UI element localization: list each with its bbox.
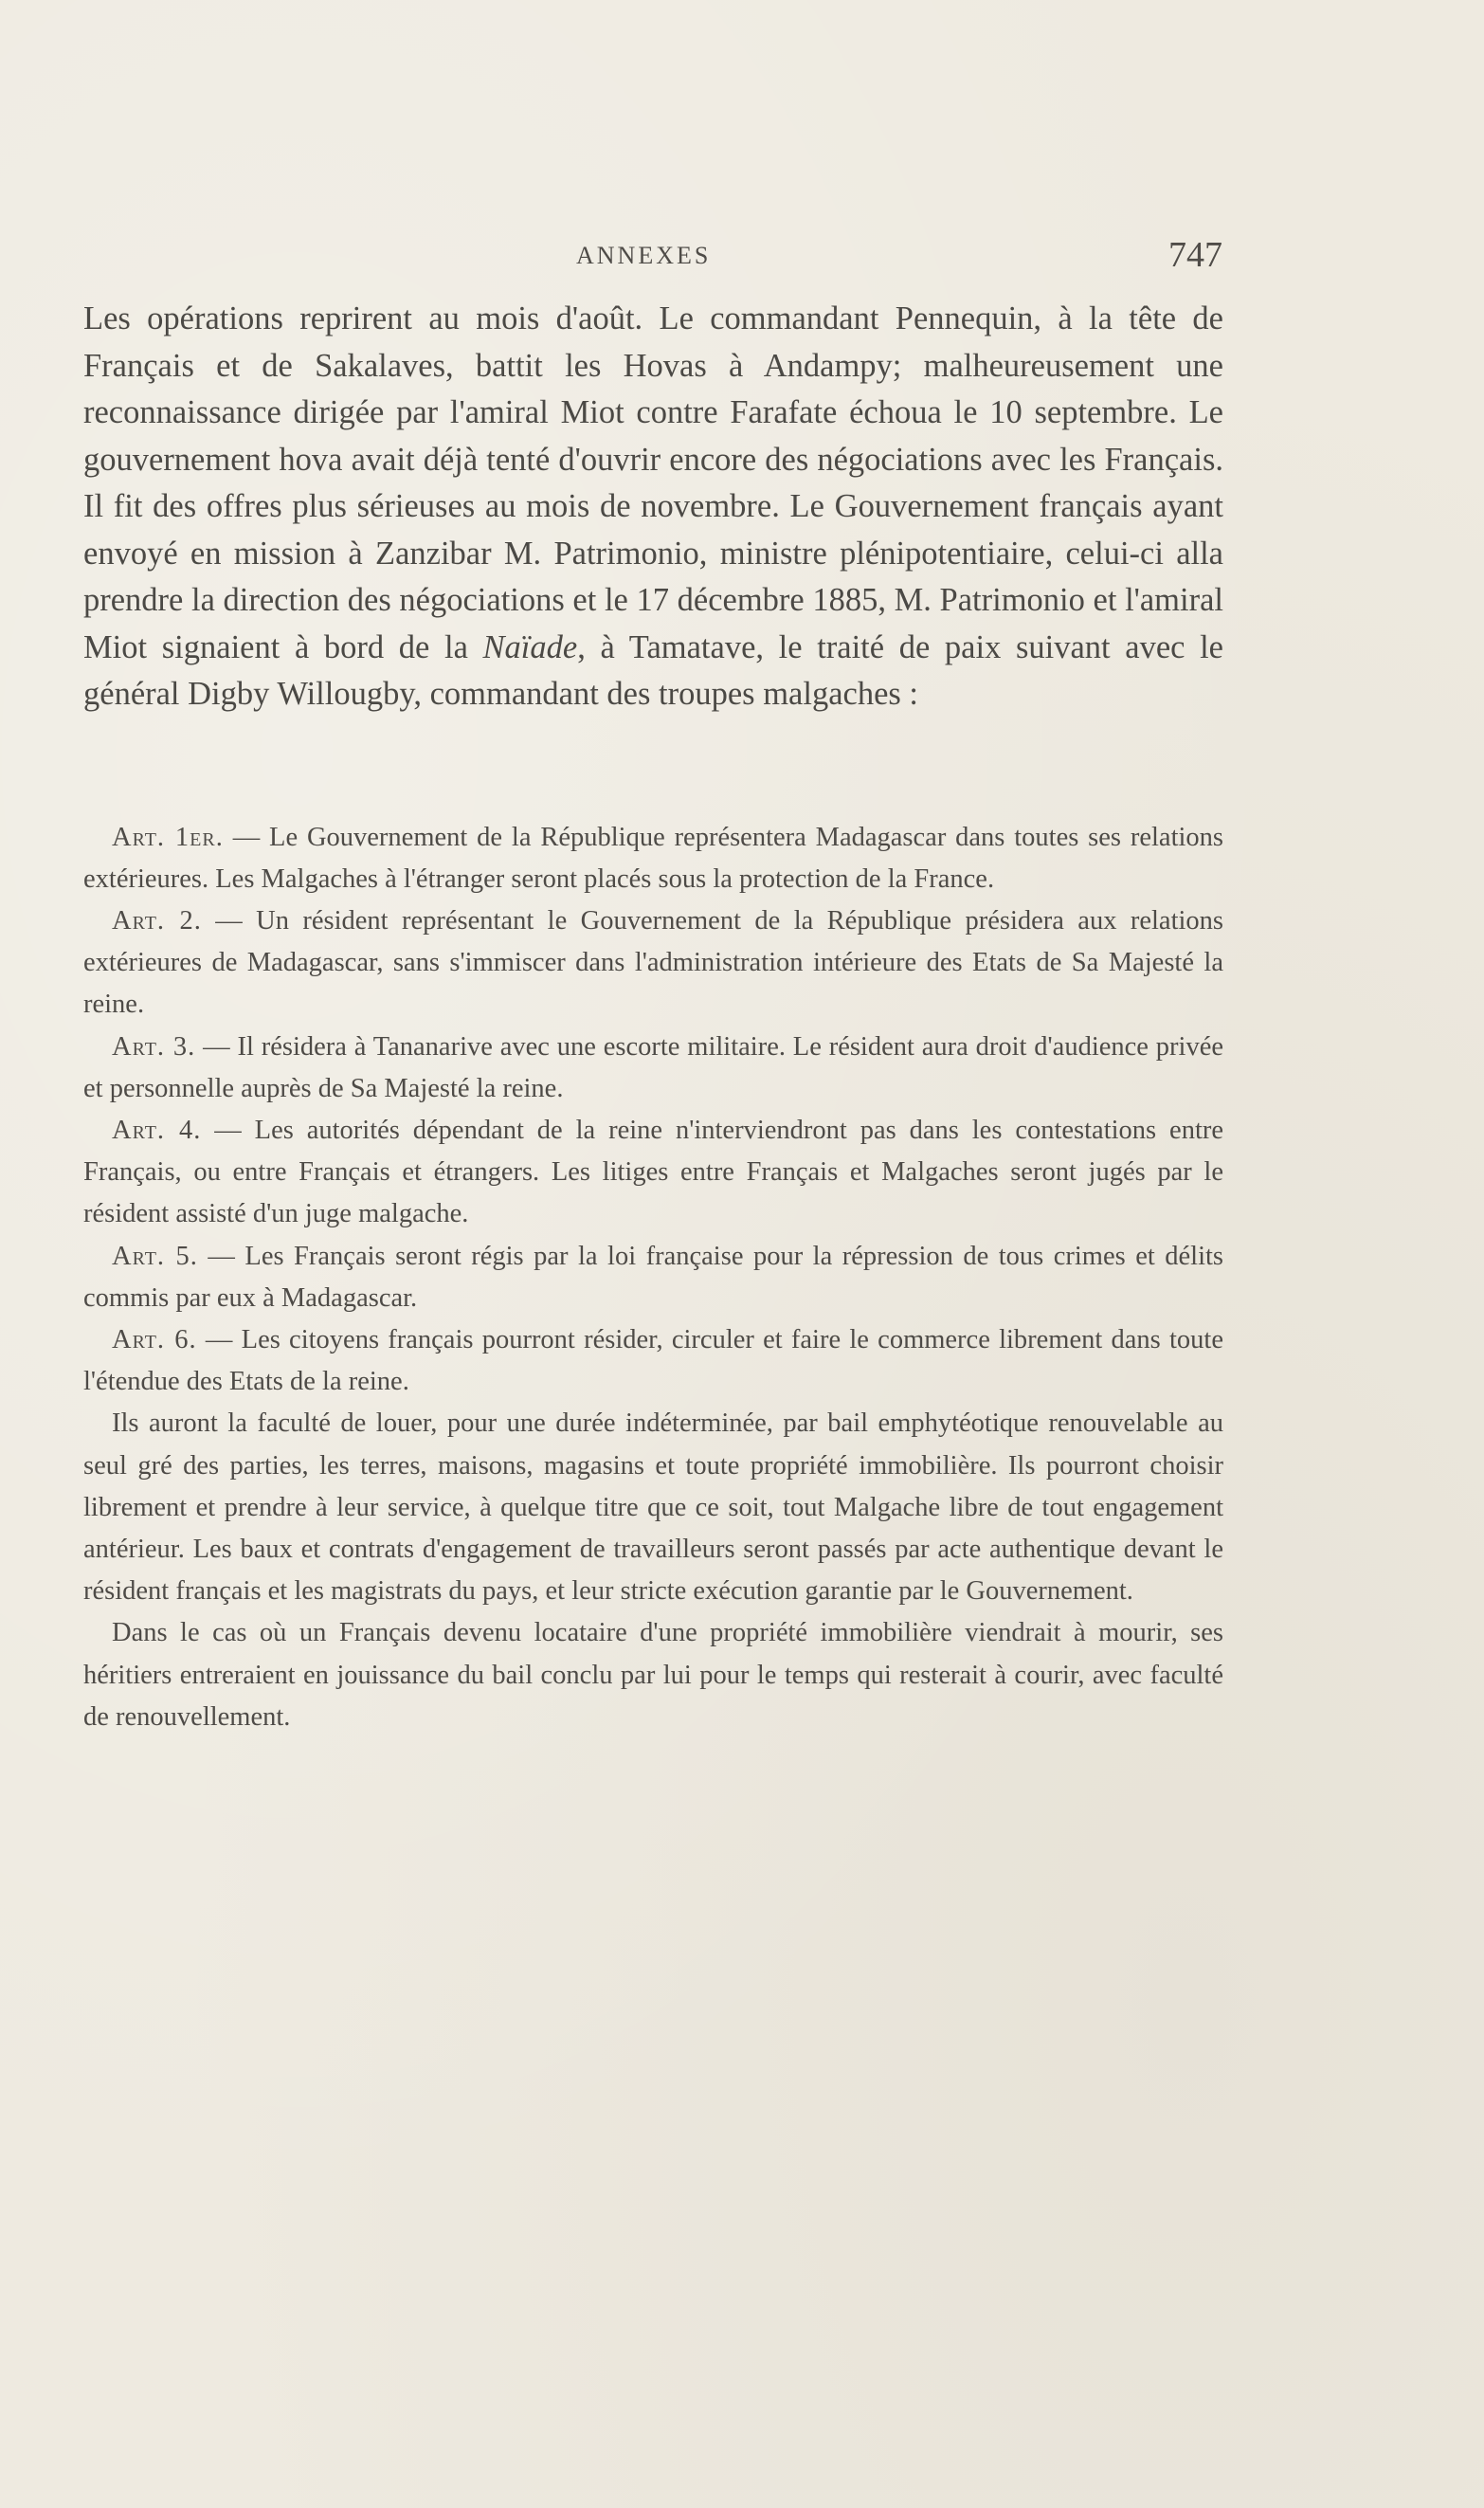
paragraph-text: Ils auront la faculté de louer, pour une durée indéterminée, par bail emphytéotique renouvelable au seul gré des parties, les terres, maisons, magasins et toute propriété immobilière. Ils pourront choisir librement et prendre à leur service, à quelque titre que ce soit, tout Malgache libre de tout engagement antérieur. Les baux et contrats d'engagement de travailleurs seront passés par acte authentique devant le résident français et les magistrats du pays, et leur stricte exécution garantie par le Gouvernement.: [83, 1408, 1223, 1607]
article-label: Art. 1er.: [112, 822, 224, 852]
article-1: [83, 817, 1223, 900]
article-text: — Un résident représentant le Gouvernement de la République présidera aux relations extérieures de Madagascar, sans s'immiscer dans l'administration intérieure des Etats de Sa Majesté la reine.: [83, 905, 1223, 1020]
intro-part-2: , à Tamatave, le traité de paix suivant avec le général Digby Willougby, commandant des troupes malgaches :: [83, 628, 1223, 712]
ship-name: Naïade: [482, 628, 578, 665]
intro-part-1: Les opérations reprirent au mois d'août. Le commandant Pennequin, à la tête de Français et de Sakalaves, battit les Hovas à Andampy; malheureusement une reconnaissance dirigée par l'amiral Miot contre Farafate échoua le 10 septembre. Le gouvernement hova avait déjà tenté d'ouvrir encore des négociations avec les Français. Il fit des offres plus sérieuses au mois de novembre. Le Gouvernement français ayant envoyé en mission à Zanzibar M. Patrimonio, ministre plénipotentiaire, celui-ci alla prendre la direction des négociations et le 17 décembre 1885, M. Patrimonio et l'amiral Miot signaient à bord de la: [83, 300, 1223, 665]
article-label: Art. 2.: [112, 905, 202, 936]
article-6-paragraph-2: [83, 1403, 1223, 1612]
intro-paragraph: [83, 296, 1223, 718]
treaty-text: [83, 817, 1223, 1738]
article-label: Art. 3.: [112, 1031, 196, 1062]
page-header: [95, 235, 1222, 280]
article-6-paragraph-3: [83, 1612, 1223, 1738]
article-6: [83, 1319, 1223, 1403]
intro-text: [83, 296, 1223, 718]
running-head: ANNEXES: [576, 242, 712, 269]
page-body: [83, 296, 1223, 1738]
article-text: — Les Français seront régis par la loi française pour la répression de tous crimes et délits commis par eux à Madagascar.: [83, 1241, 1224, 1313]
article-2: [83, 900, 1223, 1027]
page-number: 747: [1168, 235, 1222, 275]
article-3: [83, 1027, 1223, 1110]
article-text: — Les citoyens français pourront résider, circuler et faire le commerce librement dans toute l'étendue des Etats de la reine.: [83, 1324, 1223, 1397]
article-5: [83, 1236, 1223, 1319]
article-label: Art. 5.: [112, 1241, 198, 1271]
article-text: — Les autorités dépendant de la reine n'interviendront pas dans les contestations entre Français, ou entre Français et étrangers. Les litiges entre Français et Malgaches seront jugés par le résident assisté d'un juge malgache.: [83, 1115, 1224, 1229]
article-label: Art. 4.: [112, 1115, 202, 1145]
article-text: — Il résidera à Tananarive avec une escorte militaire. Le résident aura droit d'audience privée et personnelle auprès de Sa Majesté la reine.: [83, 1031, 1223, 1103]
article-text: — Le Gouvernement de la République représentera Madagascar dans toutes ses relations extérieures. Les Malgaches à l'étranger seront placés sous la protection de la France.: [83, 822, 1223, 894]
paragraph-text: Dans le cas où un Français devenu locataire d'une propriété immobilière viendrait à mourir, ses héritiers entreraient en jouissance du bail conclu par lui pour le temps qui resterait à courir, avec faculté de renouvellement.: [83, 1618, 1223, 1732]
article-label: Art. 6.: [112, 1324, 197, 1354]
article-4: [83, 1110, 1223, 1236]
